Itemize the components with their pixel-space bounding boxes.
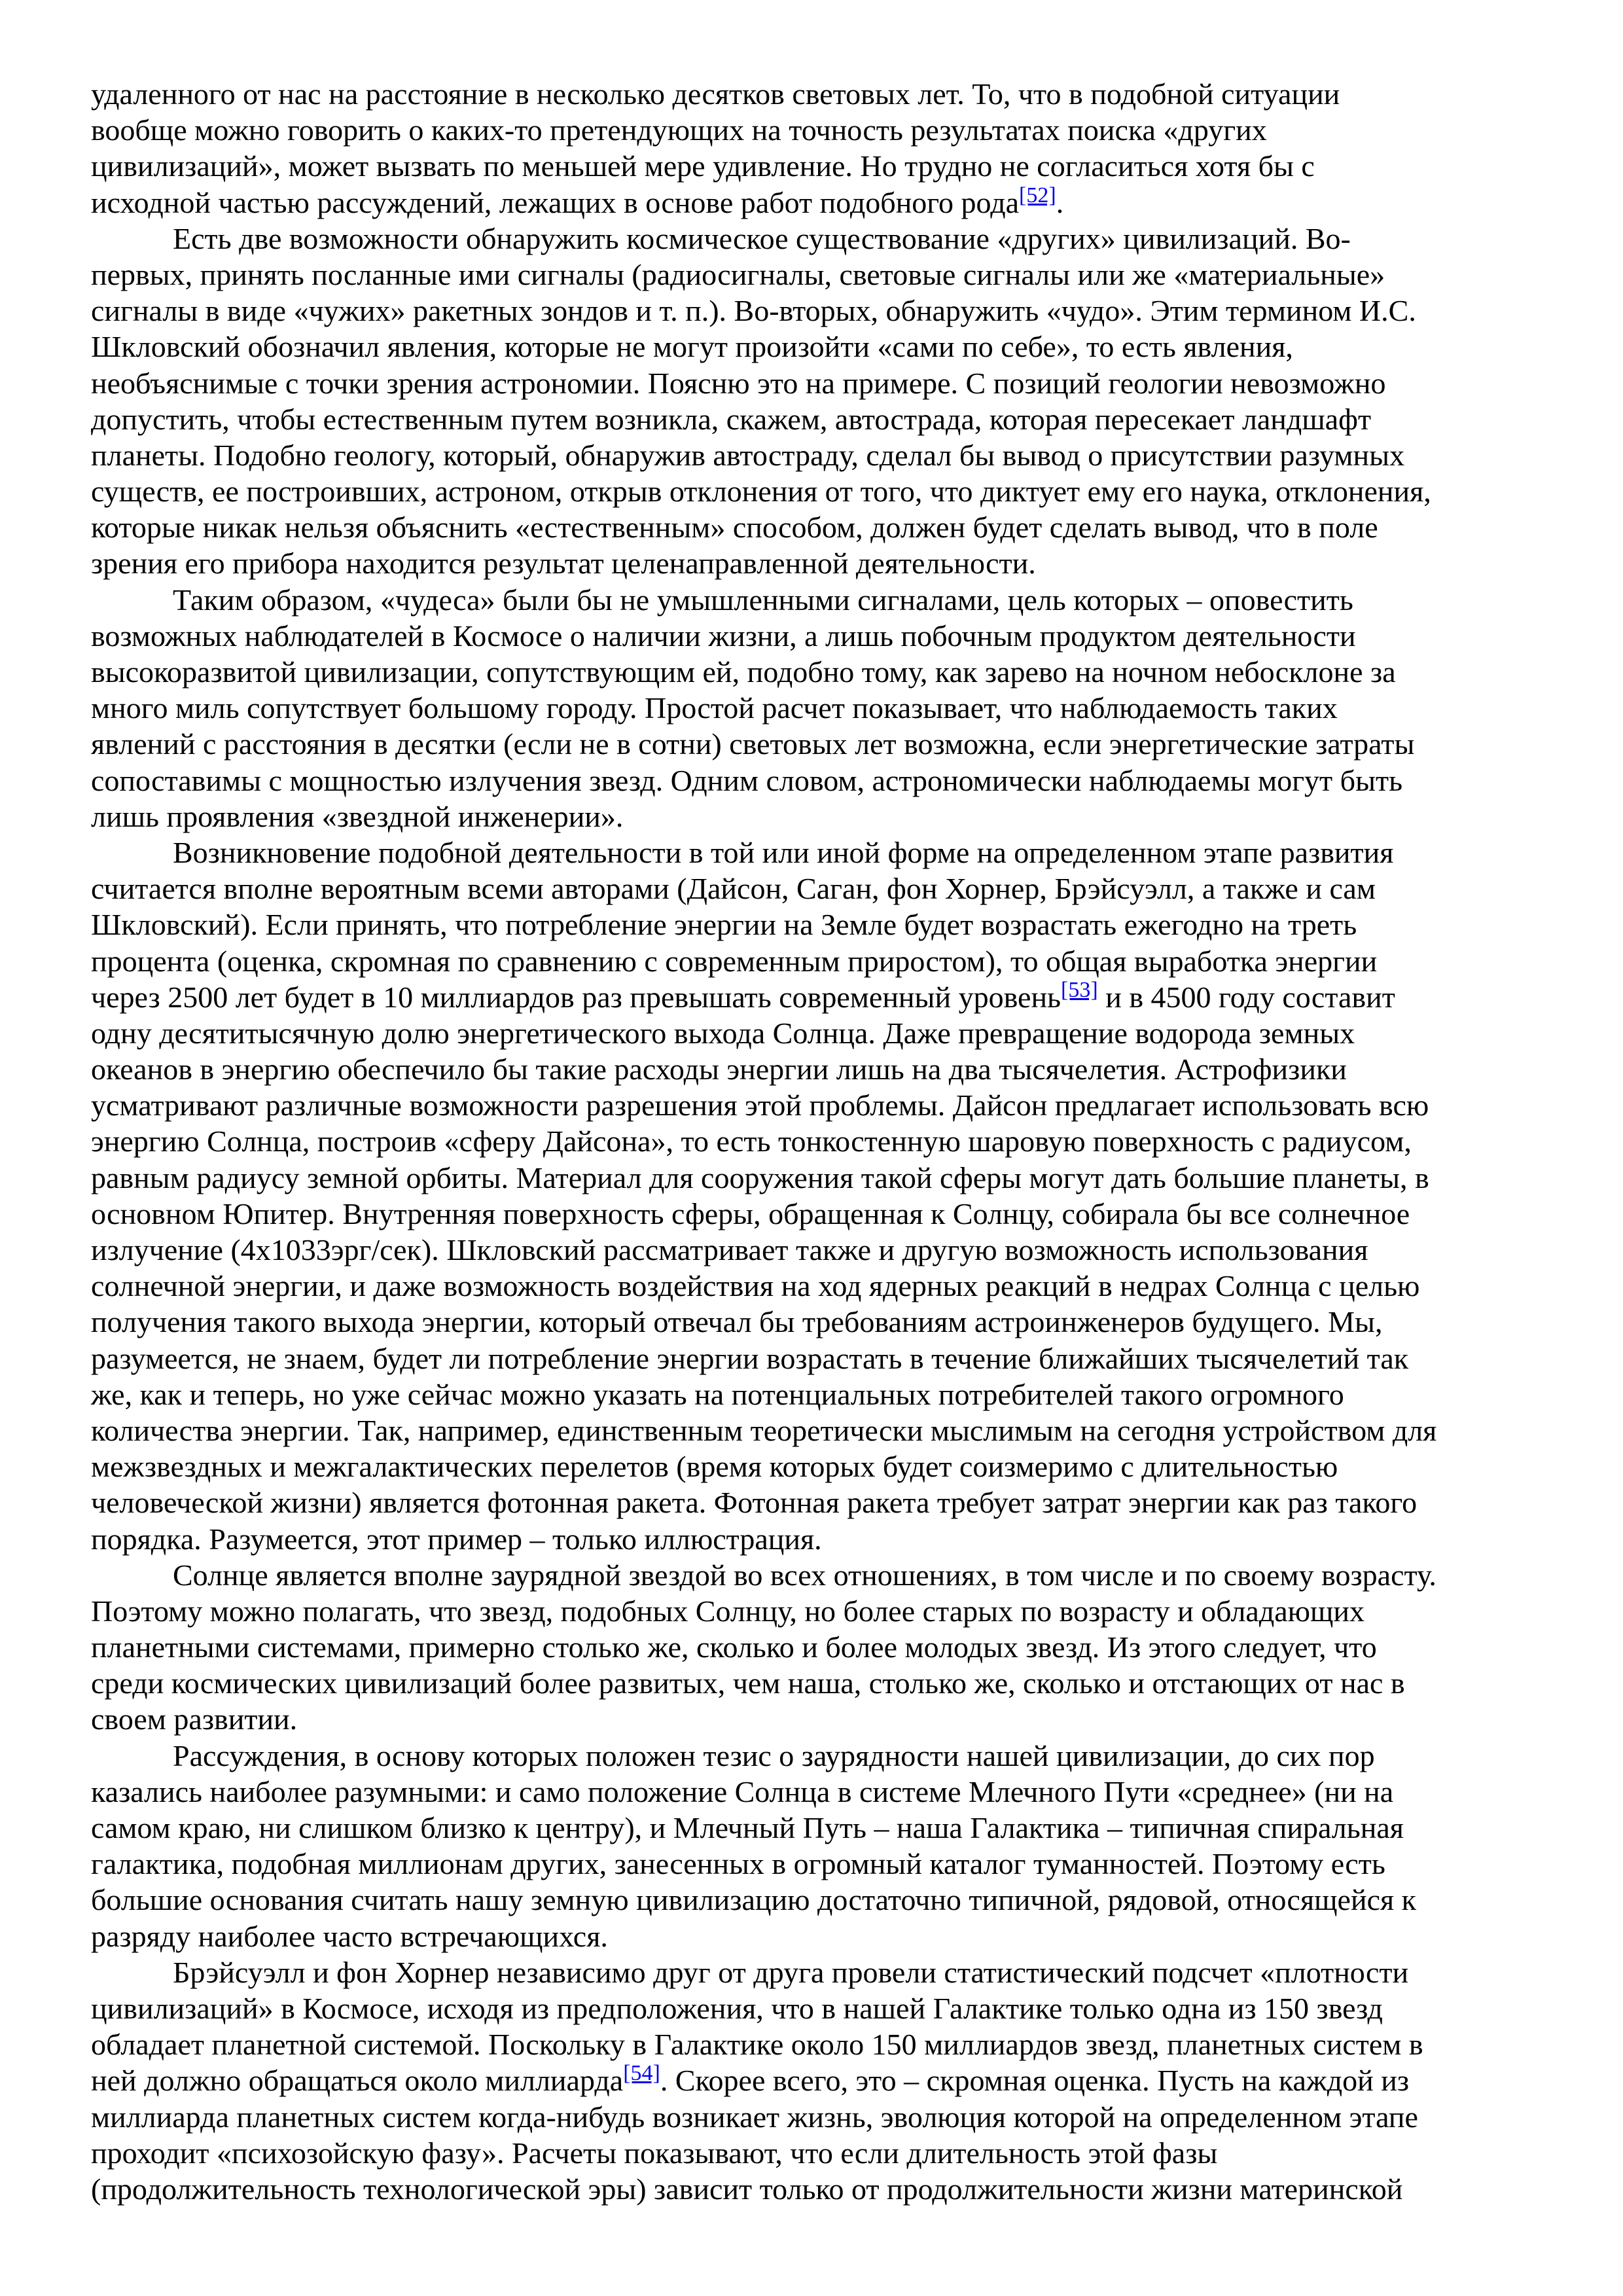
paragraph (91, 1954, 1557, 2207)
text-line: необъяснимые с точки зрения астрономии. Поясню это на примере. С позиций геологии невозможно (91, 366, 1386, 400)
text-line: которые никак нельзя объяснить «естественным» способом, должен будет сделать вывод, что в поле (91, 511, 1378, 545)
text-line: Брэйсуэлл и фон Хорнер независимо друг от друга провели статистический подсчет «плотности (173, 1955, 1409, 1989)
text-line: (продолжительность технологической эры) зависит только от продолжительности жизни материнской (91, 2172, 1403, 2206)
text-line: Солнце является вполне заурядной звездой во всех отношениях, в том числе и по своему возрасту. (173, 1558, 1436, 1592)
text-line: процента (оценка, скромная по сравнению с современным приростом), то общая выработка энергии (91, 944, 1378, 978)
text-line: Шкловский). Если принять, что потребление энергии на Земле будет возрастать ежегодно на треть (91, 908, 1357, 942)
text-line: планеты. Подобно геологу, который, обнаружив автостраду, сделал бы вывод о присутствии разумных (91, 438, 1405, 472)
line-text-after: . (1056, 185, 1064, 219)
paragraph (91, 1738, 1557, 1954)
text-line: самом краю, ни слишком близко к центру), и Млечный Путь – наша Галактика – типичная спиральная (91, 1811, 1404, 1844)
text-line: межзвездных и межгалактических перелетов (время которых будет соизмеримо с длительностью (91, 1450, 1338, 1484)
footnote-link[interactable]: [54] (623, 2061, 660, 2086)
text-line: высокоразвитой цивилизации, сопутствующим ей, подобно тому, как зарево на ночном небосклоне за (91, 655, 1396, 689)
footnote-link[interactable]: [53] (1061, 977, 1098, 1002)
text-line: большие основания считать нашу земную цивилизацию достаточно типичной, рядовой, относящейся к (91, 1883, 1417, 1917)
text-line: допустить, чтобы естественным путем возникла, скажем, автострада, которая пересекает ландшафт (91, 402, 1372, 436)
text-line: человеческой жизни) является фотонная ракета. Фотонная ракета требует затрат энергии как раз такого (91, 1486, 1418, 1520)
text-line: одну десятитысячную долю энергетического выхода Солнца. Даже превращение водорода земных (91, 1016, 1355, 1050)
text-line: удаленного от нас на расстояние в несколько десятков световых лет. То, что в подобной ситуации (91, 77, 1340, 111)
text-line: считается вполне вероятным всеми авторами (Дайсон, Саган, фон Хорнер, Брэйсуэлл, а также и сам (91, 872, 1376, 906)
footnote-link[interactable]: [52] (1019, 183, 1056, 207)
line-text: через 2500 лет будет в 10 миллиардов раз превышать современный уровень (91, 980, 1061, 1014)
text-line: своем развитии. (91, 1702, 298, 1736)
text-line: количества энергии. Так, например, единственным теоретически мыслимым на сегодня устройством для (91, 1413, 1437, 1447)
text-line: возможных наблюдателей в Космосе о наличии жизни, а лишь побочным продуктом деятельности (91, 619, 1356, 653)
paragraph (91, 221, 1557, 582)
text-line (91, 2062, 1557, 2098)
text-line: излучение (4x1033эрг/сек). Шкловский рассматривает также и другую возможность использования (91, 1233, 1368, 1266)
text-line: галактика, подобная миллионам других, занесенных в огромный каталог туманностей. Поэтому есть (91, 1847, 1385, 1881)
text-line: обладает планетной системой. Поскольку в Галактике около 150 миллиардов звезд, планетных систем в (91, 2028, 1423, 2062)
text-line: Шкловский обозначил явления, которые не могут произойти «сами по себе», то есть явления, (91, 330, 1293, 364)
line-text-after: и в 4500 году составит (1097, 980, 1395, 1014)
line-text: исходной частью рассуждений, лежащих в основе работ подобного рода (91, 185, 1020, 219)
paragraph (91, 582, 1557, 834)
text-line: вообще можно говорить о каких-то претендующих на точность результатах поиска «других (91, 113, 1267, 147)
text-line: океанов в энергию обеспечило бы такие расходы энергии лишь на два тысячелетия. Астрофизики (91, 1052, 1347, 1086)
text-line: разряду наиболее часто встречающихся. (91, 1919, 608, 1953)
text-line: порядка. Разумеется, этот пример – только иллюстрация. (91, 1522, 822, 1556)
text-line: энергию Солнца, построив «сферу Дайсона», то есть тонкостенную шаровую поверхность с радиусом, (91, 1124, 1412, 1158)
line-text-after: . Скорее всего, это – скромная оценка. Пусть на каждой из (660, 2064, 1410, 2098)
text-line: Возникновение подобной деятельности в той или иной форме на определенном этапе развития (173, 835, 1394, 869)
text-line: существ, ее построивших, астроном, открыв отклонения от того, что диктует ему его наука, отклонения, (91, 475, 1431, 509)
text-line (91, 979, 1557, 1015)
text-line: солнечной энергии, и даже возможность воздействия на ход ядерных реакций в недрах Солнца с целью (91, 1269, 1420, 1303)
text-line: первых, принять посланные ими сигналы (радиосигналы, световые сигналы или же «материальные» (91, 257, 1385, 291)
text-line: разумеется, не знаем, будет ли потребление энергии возрастать в течение ближайших тысячелетий так (91, 1341, 1409, 1375)
text-line: казались наиболее разумными: и само положение Солнца в системе Млечного Пути «среднее» (ни на (91, 1774, 1394, 1808)
text-line: усматривают различные возможности разрешения этой проблемы. Дайсон предлагает использовать всю (91, 1088, 1429, 1122)
text-line: Есть две возможности обнаружить космическое существование «других» цивилизаций. Во- (173, 221, 1351, 255)
text-line: основном Юпитер. Внутренняя поверхность сферы, обращенная к Солнцу, собирала бы все солнечное (91, 1196, 1410, 1230)
text-line: много миль сопутствует большому городу. Простой расчет показывает, что наблюдаемость таких (91, 691, 1338, 725)
text-line: цивилизаций», может вызвать по меньшей мере удивление. Но трудно не согласиться хотя бы с (91, 149, 1315, 183)
text-line: проходит «психозойскую фазу». Расчеты показывают, что если длительность этой фазы (91, 2136, 1218, 2170)
text-line: цивилизаций» в Космосе, исходя из предположения, что в нашей Галактике только одна из 150 звезд (91, 1991, 1383, 2025)
line-text: ней должно обращаться около миллиарда (91, 2064, 624, 2098)
text-line: равным радиусу земной орбиты. Материал для сооружения такой сферы могут дать большие планеты, в (91, 1160, 1429, 1194)
text-line (91, 185, 1557, 221)
text-line: сопоставимы с мощностью излучения звезд. Одним словом, астрономически наблюдаемы могут быть (91, 763, 1403, 797)
text-line: планетными системами, примерно столько же, сколько и более молодых звезд. Из этого следует, что (91, 1630, 1377, 1664)
text-line: миллиарда планетных систем когда-нибудь возникает жизнь, эволюция которой на определенном этапе (91, 2100, 1418, 2134)
paragraph (91, 834, 1557, 1557)
text-line: сигналы в виде «чужих» ракетных зондов и т. п.). Во-вторых, обнаружить «чудо». Этим термином И.С. (91, 294, 1416, 328)
document-page (91, 76, 1557, 2207)
text-line: лишь проявления «звездной инженерии». (91, 799, 624, 833)
text-line: среди космических цивилизаций более развитых, чем наша, столько же, сколько и отстающих от нас в (91, 1666, 1405, 1700)
paragraph (91, 76, 1557, 221)
text-line: явлений с расстояния в десятки (если не в сотни) световых лет возможна, если энергетические затраты (91, 727, 1415, 761)
text-line: получения такого выхода энергии, который отвечал бы требованиям астроинженеров будущего. Мы, (91, 1305, 1383, 1339)
text-line: Поэтому можно полагать, что звезд, подобных Солнцу, но более старых по возрасту и обладающих (91, 1594, 1365, 1628)
text-line: Таким образом, «чудеса» были бы не умышленными сигналами, цель которых – оповестить (173, 583, 1353, 617)
paragraph (91, 1557, 1557, 1738)
text-line: зрения его прибора находится результат целенаправленной деятельности. (91, 547, 1036, 581)
text-line: же, как и теперь, но уже сейчас можно указать на потенциальных потребителей такого огромного (91, 1377, 1344, 1411)
text-line: Рассуждения, в основу которых положен тезис о заурядности нашей цивилизации, до сих пор (173, 1738, 1375, 1772)
